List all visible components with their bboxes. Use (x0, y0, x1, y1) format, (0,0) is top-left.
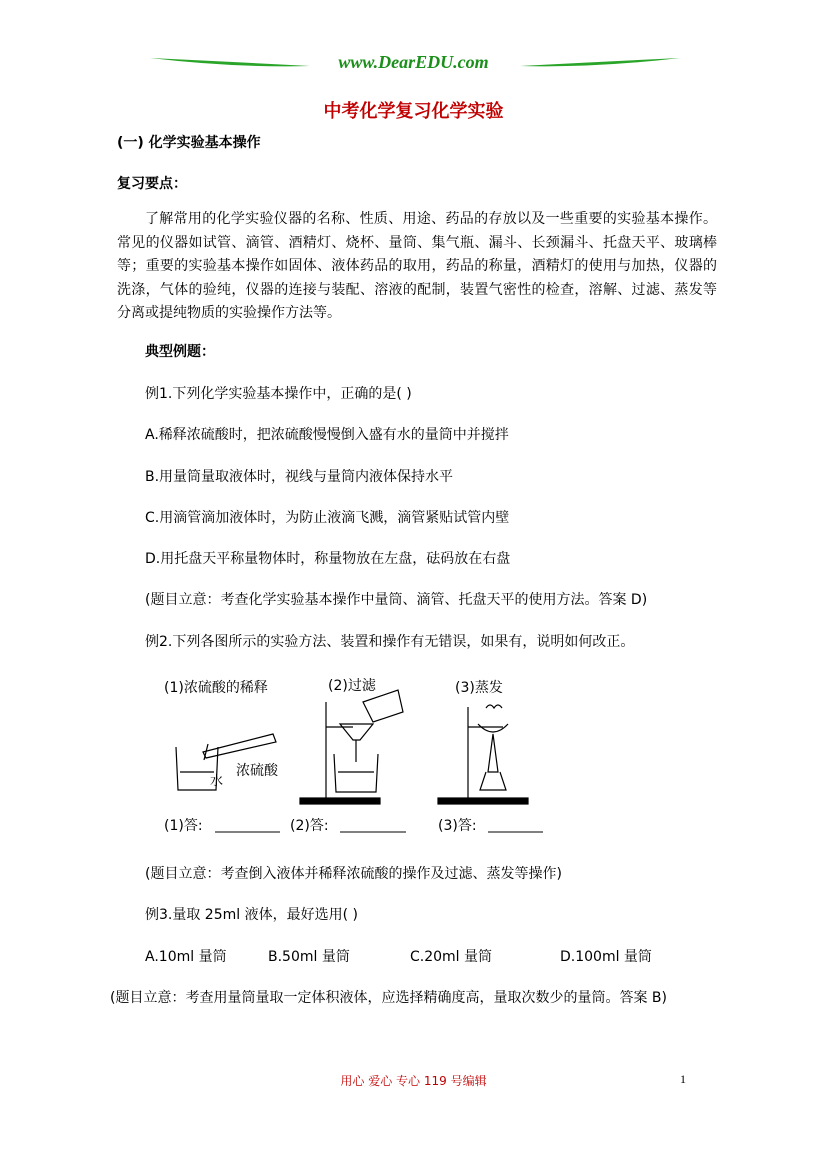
ex1-option-c: C.用滴管滴加液体时，为防止液滴飞溅，滴管紧贴试管内壁 (145, 510, 510, 526)
ex3-question: 例3.量取 25ml 液体，最好选用( ) (145, 907, 358, 923)
filtration-apparatus (300, 690, 403, 804)
fig-label-2: (2)过滤 (328, 678, 376, 694)
answer-1-label: (1)答: (164, 818, 203, 834)
section-heading: (一) 化学实验基本操作 (117, 135, 261, 151)
answer-2-label: (2)答: (290, 818, 329, 834)
ex3-option-d: D.100ml 量筒 (560, 949, 652, 965)
label-water: 水 (210, 774, 224, 789)
ex3-option-a: A.10ml 量筒 (145, 949, 227, 965)
ex1-question: 例1.下列化学实验基本操作中，正确的是( ) (145, 386, 412, 402)
evaporation-apparatus (438, 705, 528, 804)
label-sulfuric-acid: 浓硫酸 (236, 763, 278, 779)
ex3-option-c: C.20ml 量筒 (410, 949, 493, 965)
page-number: 1 (680, 1072, 686, 1086)
footer-text: 用心 爱心 专心 119 号编辑 (340, 1074, 487, 1088)
ex2-question: 例2.下列各图所示的实验方法、装置和操作有无错误，如果有，说明如何改正。 (145, 634, 635, 650)
review-heading: 复习要点： (117, 176, 187, 192)
ex3-note: (题目立意：考查用量筒量取一定体积液体，应选择精确度高，量取次数少的量筒。答案 B) (110, 990, 667, 1006)
experiment-figure (158, 672, 558, 842)
review-text: 了解常用的化学实验仪器的名称、性质、用途、药品的存放以及一些重要的实验基本操作。常见的仪器如试管、滴管、酒精灯、烧杯、量筒、集气瓶、漏斗、长颈漏斗、托盘天平、玻璃棒等；重要的实验基本操作如固体、液体药品的取用，药品的称量，酒精灯的使用与加热，仪器的洗涤，气体的验纯，仪器的连接与装配、溶液的配制，装置气密性的检查，溶解、过滤、蒸发等分离或提纯物质的实验操作方法等。 (117, 211, 717, 321)
ex2-note: (题目立意：考查倒入液体并稀释浓硫酸的操作及过滤、蒸发等操作) (145, 866, 562, 882)
ex3-option-b: B.50ml 量筒 (268, 949, 350, 965)
ex1-option-d: D.用托盘天平称量物体时，称量物放在左盘，砝码放在右盘 (145, 551, 511, 567)
dilution-apparatus (176, 734, 276, 790)
answer-3-label: (3)答: (438, 818, 477, 834)
fig-label-1: (1)浓硫酸的稀释 (164, 680, 268, 696)
site-logo[interactable]: www.DearEDU.com (338, 52, 489, 72)
ex1-option-b: B.用量筒量取液体时，视线与量筒内液体保持水平 (145, 469, 454, 485)
examples-heading: 典型例题： (145, 344, 215, 360)
ex1-note: (题目立意：考查化学实验基本操作中量筒、滴管、托盘天平的使用方法。答案 D) (145, 592, 648, 608)
ex1-option-a: A.稀释浓硫酸时，把浓硫酸慢慢倒入盛有水的量筒中并搅拌 (145, 427, 509, 443)
fig-label-3: (3)蒸发 (455, 680, 503, 696)
page-title: 中考化学复习化学实验 (323, 101, 504, 122)
